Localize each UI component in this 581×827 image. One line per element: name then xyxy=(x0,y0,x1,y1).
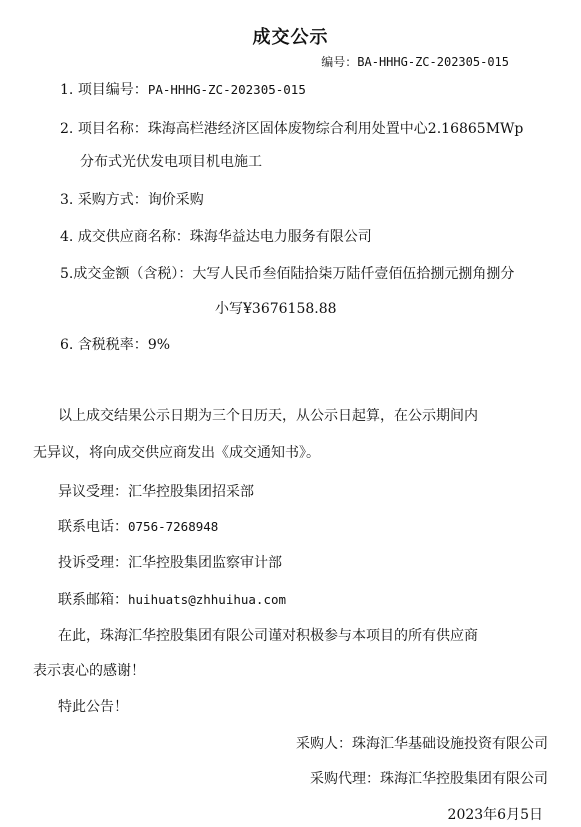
procurement-method: 询价采购 xyxy=(147,192,204,208)
item-label: 含税税率： xyxy=(77,337,148,353)
amount-uppercase: 大写人民币叁佰陆拾柒万陆仟壹佰伍拾捌元捌角捌分 xyxy=(192,266,515,282)
supplier-name: 珠海华益达电力服务有限公司 xyxy=(189,229,372,245)
page-title: 成交公示 xyxy=(252,27,329,48)
email-label: 联系邮箱： xyxy=(58,592,128,608)
item-label: 成交供应商名称： xyxy=(77,229,190,245)
item-number: 2. xyxy=(60,121,74,137)
document-number: 编号：BA-HHHG-ZC-202305-015 xyxy=(321,55,509,69)
item-number: 4. xyxy=(60,229,74,245)
item-label: 项目编号： xyxy=(77,82,148,98)
phone-line xyxy=(58,516,218,536)
project-number: PA-HHHG-ZC-202305-015 xyxy=(147,82,306,97)
project-name: 珠海高栏港经济区固体废物综合利用处置中心2.16865MWp xyxy=(147,121,524,137)
email-line xyxy=(58,589,286,609)
item-number: 6. xyxy=(60,337,74,353)
item-number: 3. xyxy=(60,192,74,208)
procurement-agent: 采购代理：珠海汇华控股集团有限公司 xyxy=(310,771,548,787)
announcement: 特此公告！ xyxy=(58,699,128,715)
objection-contact: 异议受理：汇华控股集团招采部 xyxy=(58,484,254,500)
item-5 xyxy=(60,263,514,283)
item-label: 项目名称： xyxy=(77,121,148,137)
item-6 xyxy=(60,334,170,354)
complaint-contact: 投诉受理：汇华控股集团监察审计部 xyxy=(58,555,282,571)
phone-number: 0756-7268948 xyxy=(128,519,219,534)
phone-label: 联系电话： xyxy=(58,519,128,535)
item-number: 5. xyxy=(60,266,74,282)
amount-lowercase: 小写¥3676158.88 xyxy=(215,301,337,317)
item-2 xyxy=(60,118,523,138)
thanks-line1: 在此，珠海汇华控股集团有限公司谨对积极参与本项目的所有供应商 xyxy=(58,628,478,644)
date: 2023年6月5日 xyxy=(447,807,543,823)
tax-rate: 9% xyxy=(147,337,171,353)
item-label: 采购方式： xyxy=(77,192,148,208)
result-paragraph-line1: 以上成交结果公示日期为三个日历天，从公示日起算，在公示期间内 xyxy=(58,408,478,424)
item-4 xyxy=(60,226,372,246)
item-3 xyxy=(60,189,204,209)
purchaser: 采购人：珠海汇华基础设施投资有限公司 xyxy=(296,736,548,752)
email-address[interactable]: huihuats@zhhuihua.com xyxy=(128,592,287,607)
item-number: 1. xyxy=(60,82,74,98)
thanks-line2: 表示衷心的感谢！ xyxy=(33,663,145,679)
project-name-continuation: 分布式光伏发电项目机电施工 xyxy=(80,154,262,170)
item-label: 成交金额（含税）： xyxy=(73,266,193,282)
result-paragraph-line2: 无异议，将向成交供应商发出《成交通知书》。 xyxy=(33,445,320,461)
item-1 xyxy=(60,79,306,99)
